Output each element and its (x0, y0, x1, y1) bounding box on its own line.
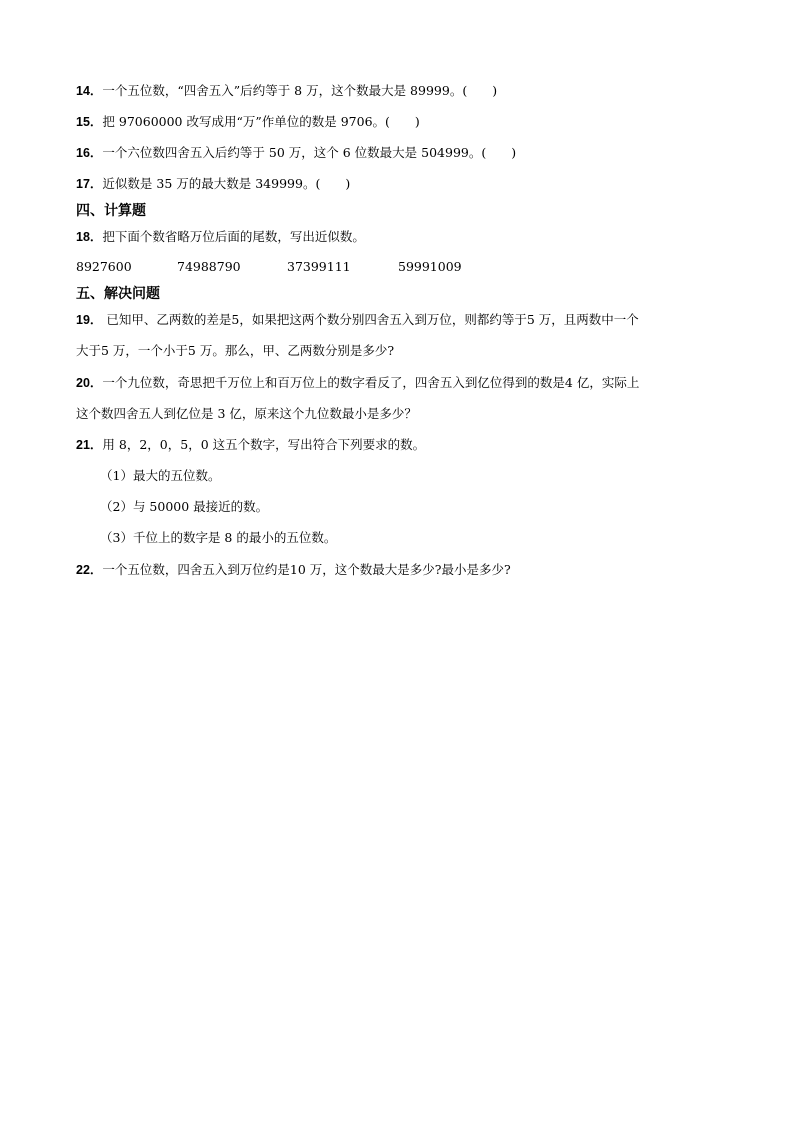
sub-question-2: （2）与 50000 最接近的数。 (100, 499, 269, 514)
question-22 (76, 561, 511, 579)
question-number: 14． (76, 84, 103, 98)
question-text: 把 97060000 改写成用“万”作单位的数是 9706。( ) (102, 114, 420, 129)
question-14 (76, 82, 497, 100)
sub-question-1: （1）最大的五位数。 (100, 468, 221, 483)
question-text: 一个五位数，“四舍五入”后约等于 8 万，这个数最大是 89999。( ) (102, 83, 498, 98)
question-text: 用 8，2，0，5，0 这五个数字，写出符合下列要求的数。 (102, 437, 426, 452)
question-text: 一个九位数，奇思把千万位上和百万位上的数字看反了，四舍五入到亿位得到的数是4 亿，实际上 (102, 375, 640, 390)
number-list (76, 259, 496, 277)
section-heading-problem-solving: 五、解决问题 (76, 286, 160, 302)
question-16 (76, 144, 516, 162)
question-text: 近似数是 35 万的最大数是 349999。( ) (102, 176, 351, 191)
question-19-line-1 (76, 311, 639, 329)
number-item: 74988790 (177, 259, 241, 274)
question-19-line-2: 大于5 万，一个小于5 万。那么，甲、乙两数分别是多少? (76, 343, 395, 358)
question-number: 15． (76, 115, 103, 129)
question-20-line-2: 这个数四舍五人到亿位是 3 亿，原来这个九位数最小是多少？ (76, 406, 417, 421)
question-17 (76, 175, 350, 193)
question-number: 16． (76, 146, 103, 160)
question-number: 19． (76, 313, 103, 327)
question-text: 一个六位数四舍五入后约等于 50 万，这个 6 位数最大是 504999。( ) (102, 145, 517, 160)
number-item: 59991009 (398, 259, 462, 274)
question-21 (76, 436, 425, 454)
question-number: 18． (76, 230, 103, 244)
number-item: 37399111 (287, 259, 351, 274)
sub-question-3: （3）千位上的数字是 8 的最小的五位数。 (100, 530, 337, 545)
question-text: 把下面个数省略万位后面的尾数，写出近似数。 (102, 229, 365, 244)
question-18 (76, 228, 365, 246)
question-20-line-1 (76, 374, 639, 392)
question-number: 22． (76, 563, 103, 577)
question-15 (76, 113, 420, 131)
question-text: 已知甲、乙两数的差是5，如果把这两个数分别四舍五入到万位，则都约等于5 万，且两数中一个 (102, 312, 639, 327)
question-number: 20． (76, 376, 103, 390)
number-item: 8927600 (76, 259, 132, 274)
question-number: 21． (76, 438, 103, 452)
section-heading-calculation: 四、计算题 (76, 203, 146, 219)
question-number: 17． (76, 177, 103, 191)
question-text: 一个五位数，四舍五入到万位约是10 万，这个数最大是多少?最小是多少? (102, 562, 511, 577)
